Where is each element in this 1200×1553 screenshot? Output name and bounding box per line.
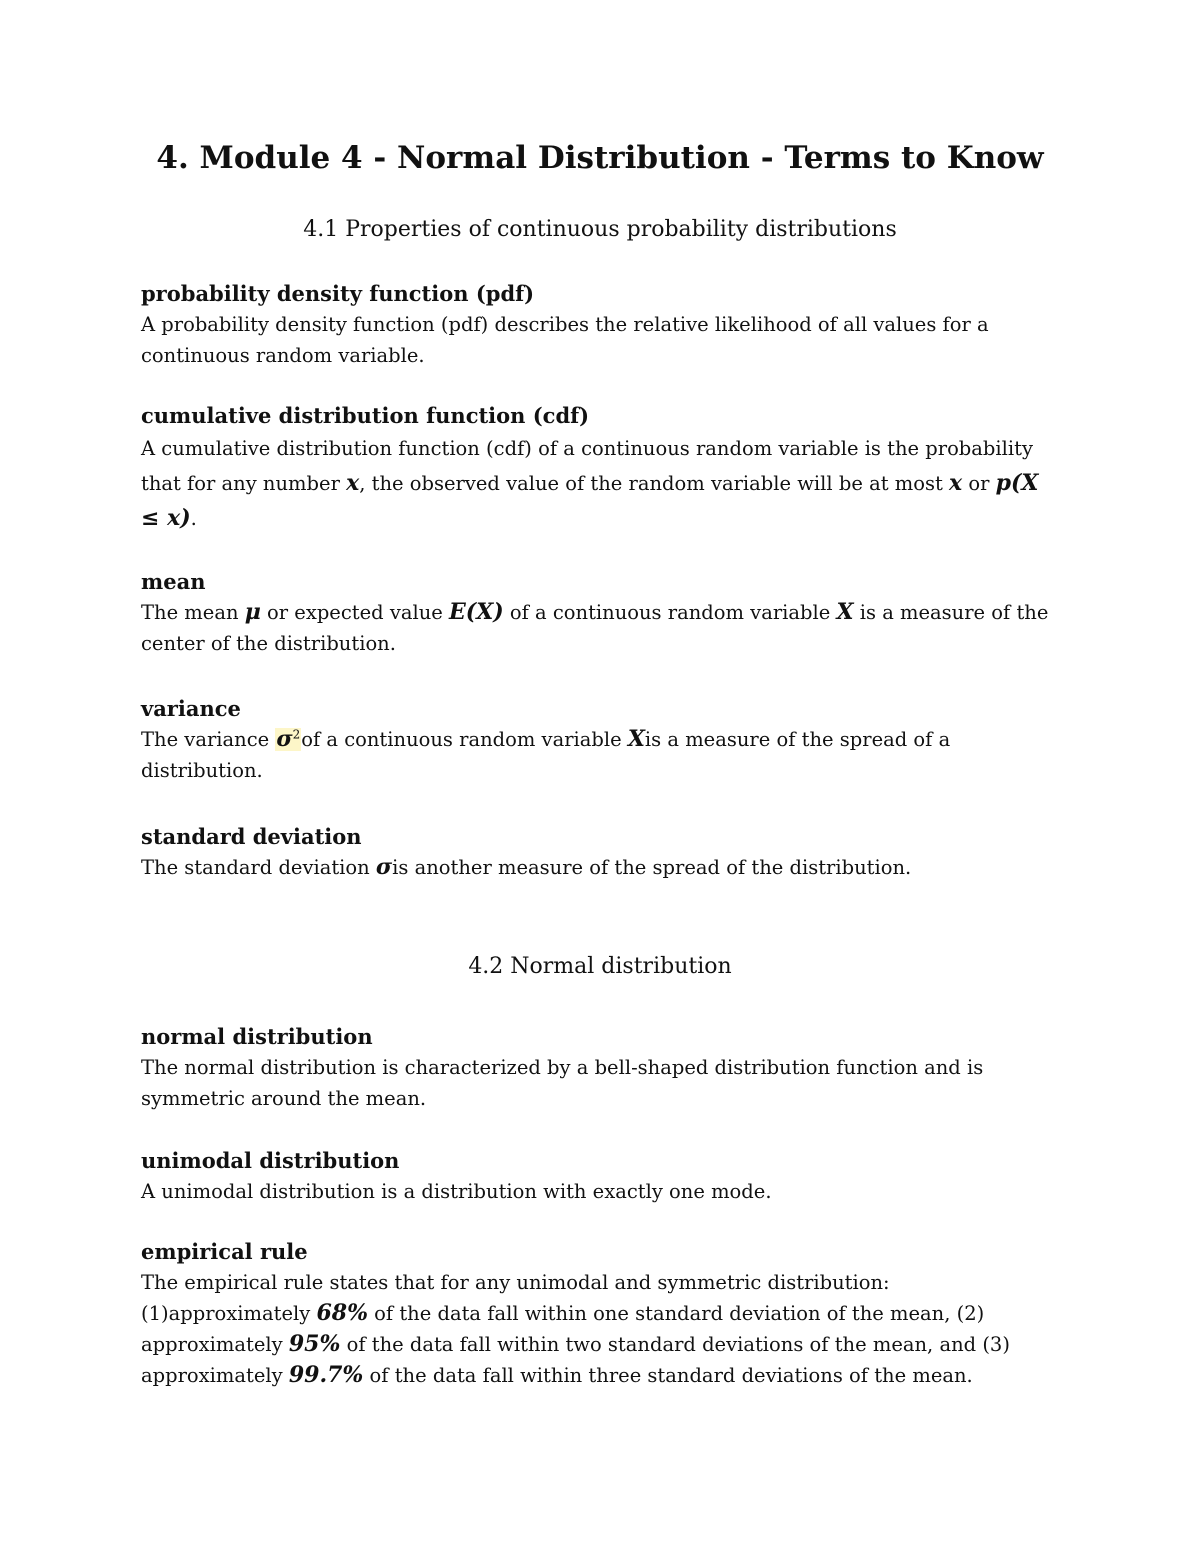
term-definition bbox=[141, 724, 1061, 786]
term-title: probability density function (pdf) bbox=[141, 281, 535, 306]
math-exponent: 2 bbox=[292, 727, 301, 742]
term-block-standard-deviation bbox=[141, 821, 1061, 883]
term-definition: A unimodal distribution is a distribution with exactly one mode. bbox=[141, 1180, 772, 1203]
definition-text: A cumulative distribution function (cdf) of a continuous random variable is the probability that for any number bbox=[141, 437, 1033, 495]
math-variable: X bbox=[836, 599, 854, 625]
section-heading-4-1: 4.1 Properties of continuous probability distributions bbox=[303, 217, 897, 242]
definition-text: of the data fall within one standard deviation of the mean, (2) approximately bbox=[141, 1302, 985, 1356]
math-expression: p(X ≤ x) bbox=[141, 470, 1039, 531]
definition-text: of the data fall within two standard deviations of the mean, and (3) approximately bbox=[141, 1333, 1010, 1387]
definition-text: of the data fall within three standard deviations of the mean. bbox=[363, 1364, 973, 1387]
math-variable: X bbox=[627, 726, 645, 752]
term-definition: A probability density function (pdf) describes the relative likelihood of all values for a continuous random variable. bbox=[141, 313, 989, 367]
term-block-mean bbox=[141, 566, 1061, 659]
math-symbol-mu: μ bbox=[244, 599, 261, 625]
definition-text: , the observed value of the random variable will be at most bbox=[359, 472, 949, 495]
term-definition: The normal distribution is characterized by a bell-shaped distribution function and is symmetric around the mean. bbox=[141, 1056, 984, 1110]
term-block-cdf bbox=[141, 400, 1061, 536]
math-expression: E(X) bbox=[449, 599, 504, 625]
math-variable: x bbox=[949, 470, 963, 496]
definition-text: or expected value bbox=[260, 601, 450, 624]
term-definition bbox=[141, 1267, 1061, 1391]
definition-text: of a continuous random variable bbox=[301, 728, 628, 751]
definition-text: is a measure of the spread of a distribution. bbox=[141, 728, 951, 782]
percentage-value: 99.7% bbox=[288, 1362, 364, 1388]
section-heading-4-2: 4.2 Normal distribution bbox=[468, 954, 732, 979]
page-title: 4. Module 4 - Normal Distribution - Terms to Know bbox=[156, 140, 1044, 176]
definition-text: is a measure of the center of the distribution. bbox=[141, 601, 1049, 655]
definition-text: The standard deviation bbox=[141, 856, 376, 879]
term-title: standard deviation bbox=[141, 824, 362, 849]
definition-text: is another measure of the spread of the distribution. bbox=[392, 856, 912, 879]
math-symbol-sigma: σ bbox=[375, 854, 393, 880]
math-highlight bbox=[275, 728, 301, 751]
math-variable: x bbox=[346, 470, 360, 496]
definition-text: of a continuous random variable bbox=[503, 601, 837, 624]
term-block-empirical-rule bbox=[141, 1236, 1061, 1391]
definition-text: The mean bbox=[141, 601, 245, 624]
term-title: unimodal distribution bbox=[141, 1148, 400, 1173]
term-block-variance bbox=[141, 693, 1061, 786]
term-definition bbox=[141, 852, 1061, 883]
definition-text: or bbox=[962, 472, 996, 495]
term-title: normal distribution bbox=[141, 1024, 373, 1049]
percentage-value: 68% bbox=[316, 1300, 368, 1326]
percentage-value: 95% bbox=[288, 1331, 341, 1357]
term-title: cumulative distribution function (cdf) bbox=[141, 403, 590, 428]
term-block-pdf bbox=[141, 278, 1061, 371]
term-title: mean bbox=[141, 569, 206, 594]
math-symbol-sigma: σ bbox=[276, 726, 293, 752]
term-title: empirical rule bbox=[141, 1239, 308, 1264]
term-definition bbox=[141, 431, 1061, 536]
definition-text: The empirical rule states that for any unimodal and symmetric distribution: bbox=[141, 1271, 890, 1294]
term-definition bbox=[141, 597, 1061, 659]
definition-text: The variance bbox=[141, 728, 276, 751]
term-block-normal-distribution bbox=[141, 1021, 1061, 1114]
definition-text: . bbox=[190, 507, 197, 530]
term-block-unimodal-distribution bbox=[141, 1145, 1061, 1207]
definition-text: (1)approximately bbox=[141, 1302, 317, 1325]
term-title: variance bbox=[141, 696, 241, 721]
